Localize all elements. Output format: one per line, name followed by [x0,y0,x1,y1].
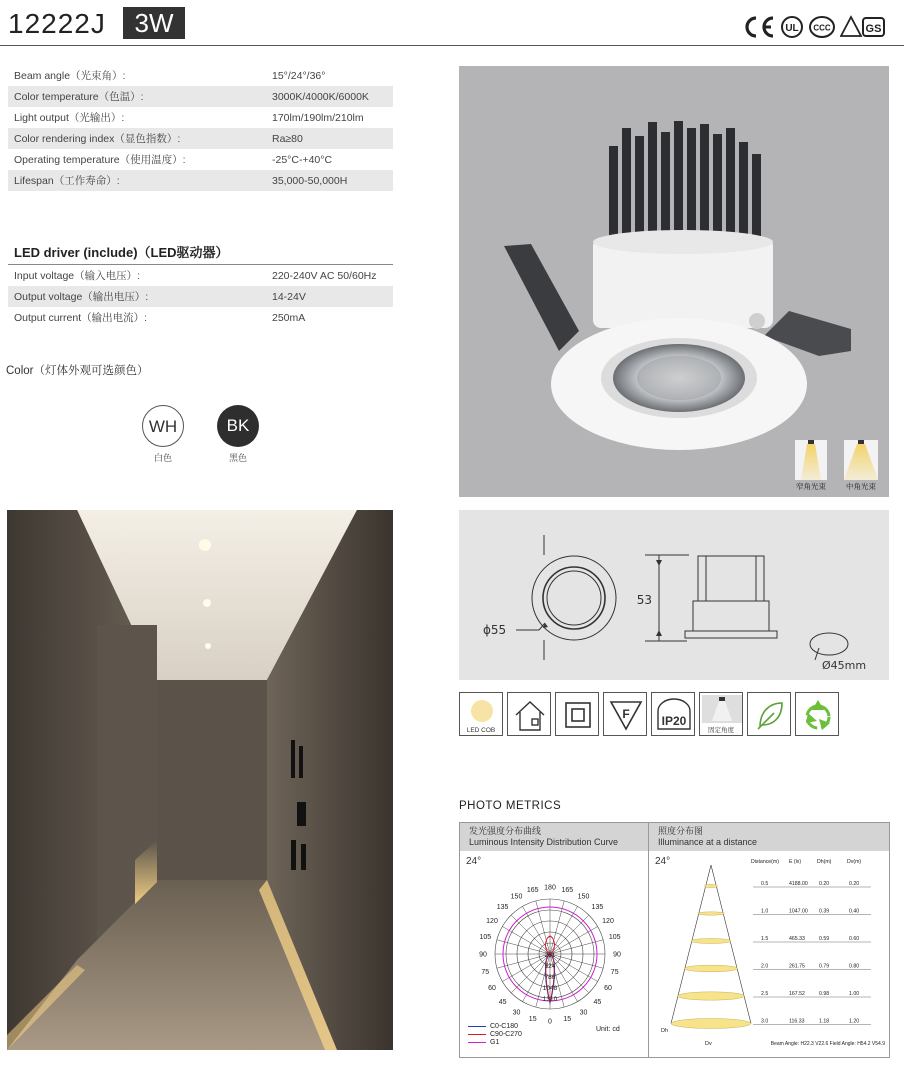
table-cell: 261.75 [789,963,805,970]
table-cell: 0.40 [849,908,860,915]
polar-angle-label: 150 [577,893,590,901]
spec-label: Input voltage（输入电压）: [14,270,141,282]
page-header [0,0,904,46]
spec-value: 35,000-50,000H [272,174,348,187]
polar-angle-label: 0 [548,1018,552,1026]
legend-item [468,1039,522,1047]
table-cell: 0.80 [849,963,860,970]
class-ii-insulation-icon [555,692,599,736]
table-cell: 167.52 [789,991,805,997]
polar-angle-label: 45 [498,998,507,1006]
polar-angle-label: 45 [593,998,602,1006]
spec-value: 15°/24°/36° [272,69,326,82]
intensity-distribution-panel [459,822,667,1058]
svg-text:F: F [622,707,630,721]
polar-radial-label: 524 [544,963,556,970]
spec-label: Color temperature（色温）: [14,91,144,103]
dh-label: Dh [661,1028,669,1034]
panel-title-cn: 照度分布图 [658,826,704,836]
polar-radial-label: 261 [544,952,556,959]
application-photo [7,510,393,1050]
spec-value: -25°C-+40°C [272,153,333,166]
spec-label: Lifespan（工作寿命）: [14,175,120,187]
spec-label: Beam angle（光束角）: [14,70,126,82]
polar-angle-label: 180 [544,884,556,892]
led-cob-icon [459,692,503,736]
table-cell: 1.20 [849,1018,860,1025]
polar-legend [468,1023,522,1047]
ul-mark-icon [780,15,804,39]
spec-row [8,265,393,286]
polar-angle-label: 60 [604,985,612,992]
polar-angle-label: 105 [479,934,492,942]
polar-angle-label: 120 [602,918,614,925]
polar-angle-label: 90 [479,951,487,959]
beam-field-footer: Beam Angle: H22.3 V22.6 Field Angle: H54.2 V54.9 [770,1041,885,1047]
spec-value: Ra≥80 [272,132,303,145]
photo-metrics-title: PHOTO METRICS [459,800,562,812]
spec-row [8,86,393,107]
spec-value: 14-24V [272,290,306,303]
illuminance-panel [648,822,890,1058]
spec-value: 3000K/4000K/6000K [272,90,369,103]
polar-angle-label: 120 [486,918,498,925]
spec-value: 170lm/190lm/210lm [272,111,364,124]
panel-header [649,823,889,851]
polar-angle-label: 30 [579,1009,588,1017]
legend-label: C0-C180 [490,1023,519,1030]
ip20-text: IP20 [661,714,687,728]
polar-angle-label: 105 [608,934,621,942]
spec-row [8,128,393,149]
spec-value: 220-240V AC 50/60Hz [272,269,377,282]
unit-label: Unit: cd [596,1026,620,1033]
dimension-cutout: Ø45mm [822,659,867,672]
table-header-cell: Dv(m) [847,859,862,865]
panel-title-en: Luminous Intensity Distribution Curve [469,837,619,847]
table-cell: 1.00 [849,991,860,997]
dimension-drawing [459,510,889,680]
table-cell: 0.5 [761,881,769,887]
driver-spec-table [8,264,393,328]
illuminance-disc [678,992,745,1000]
illuminance-disc [671,1019,751,1029]
spec-value: 250mA [272,311,306,324]
table-cell: 0.20 [819,881,830,887]
spec-label: Color rendering index（显色指数）: [14,133,181,145]
color-swatch-caption: 白色 [153,453,172,463]
illuminance-disc [698,912,725,915]
spec-row [8,286,393,307]
recyclable-icon [795,692,839,736]
table-cell: 4188.00 [789,881,808,887]
polar-radial-label: 786 [544,974,556,981]
power-badge: 3W [123,7,185,39]
polar-angle-label: 165 [526,886,539,894]
polar-angle-label: 15 [528,1016,537,1024]
spec-label: Output current（输出电流）: [14,312,148,324]
ip20-icon [651,692,695,736]
fixed-angle-icon [699,692,743,736]
table-header-cell: Dh(m) [817,859,832,865]
spec-label: Output voltage（输出电压）: [14,291,149,303]
spec-label: Light output（光输出）: [14,112,125,124]
table-cell: 0.39 [819,908,830,915]
certification-marks [742,15,886,39]
polar-angle-label: 135 [496,904,509,912]
table-header-cell: E (lx) [789,859,802,865]
eco-leaf-icon [747,692,791,736]
table-cell: 116.33 [789,1018,805,1025]
legend-swatch [468,1026,486,1027]
ccc-mark-icon [808,15,836,39]
svg-text:CCC: CCC [813,23,831,33]
table-header-cell: Distance(m) [751,859,779,865]
illuminance-disc [684,965,737,972]
polar-angle-label: 150 [510,893,523,901]
table-cell: 0.60 [849,936,860,942]
svg-text:GS: GS [865,23,882,35]
polar-angle-label: 60 [488,985,496,992]
polar-angle-label: 75 [610,968,619,976]
table-cell: 1.0 [761,908,769,915]
table-cell: 2.0 [761,963,769,970]
polar-angle-label: 75 [481,968,490,976]
dimension-height: 53 [636,593,652,607]
table-cell: 1.18 [819,1018,830,1025]
spec-row [8,307,393,328]
panel-header [460,823,666,851]
color-swatch-caption: 黑色 [228,453,247,463]
icon-caption: LED COB [466,727,496,734]
polar-angle-label: 15 [563,1016,572,1024]
legend-item [468,1023,522,1031]
beam-angle-thumbnails [795,440,878,480]
svg-text:UL: UL [785,23,799,34]
color-options-title: Color（灯体外观可选颜色） [6,365,149,377]
model-number: 12222J [8,8,106,39]
illuminance-disc [704,884,717,887]
icon-caption: 固定角度 [708,727,734,734]
legend-item [468,1031,522,1039]
table-cell: 2.5 [761,991,769,997]
dv-label: Dv [705,1041,712,1047]
illuminance-cone-chart [649,851,889,1057]
color-swatch-black: BK [217,405,259,447]
feature-icons-row [459,692,839,736]
product-photo [459,66,889,497]
table-cell: 3.0 [761,1018,769,1025]
table-cell: 1.5 [761,936,769,942]
table-cell: 1047.00 [789,908,808,915]
panel-title-en: Illuminance at a distance [658,837,758,847]
table-cell: 0.20 [849,881,860,887]
spec-row [8,170,393,191]
polar-radial-label: 1048 [542,985,558,992]
table-cell: 0.98 [819,991,830,997]
spec-row [8,65,393,86]
driver-section-title: LED driver (include)（LED驱动器） [14,245,229,260]
f-mark-icon [603,692,647,736]
legend-label: G1 [490,1039,500,1046]
table-cell: 465.33 [789,936,805,942]
product-spec-table [8,65,393,191]
polar-radial-label: 1310 [542,996,558,1003]
legend-swatch [468,1042,486,1043]
dimension-diameter: ϕ55 [483,623,507,637]
beam-angle-label: 24° [655,856,671,867]
panel-title-cn: 发光强度分布曲线 [469,826,542,836]
ce-mark-icon [742,15,776,39]
beam-label-narrow: 窄角光束 [796,482,826,491]
polar-angle-label: 165 [561,886,574,894]
illuminance-cone [671,865,751,1029]
indoor-use-icon [507,692,551,736]
legend-swatch [468,1034,486,1035]
tuv-gs-mark-icon [840,15,886,39]
illuminance-disc [691,939,731,944]
polar-angle-label: 30 [512,1009,521,1017]
spec-row [8,107,393,128]
polar-angle-label: 135 [591,904,604,912]
polar-angle-label: 90 [613,951,621,959]
legend-label: C90-C270 [490,1031,522,1038]
spec-row [8,149,393,170]
beam-label-medium: 中角光束 [846,482,876,491]
table-cell: 0.59 [819,936,830,942]
color-swatch-white: WH [142,405,184,447]
table-cell: 0.79 [819,963,830,970]
spec-label: Operating temperature（使用温度）: [14,154,186,166]
beam-angle-label: 24° [466,856,482,867]
